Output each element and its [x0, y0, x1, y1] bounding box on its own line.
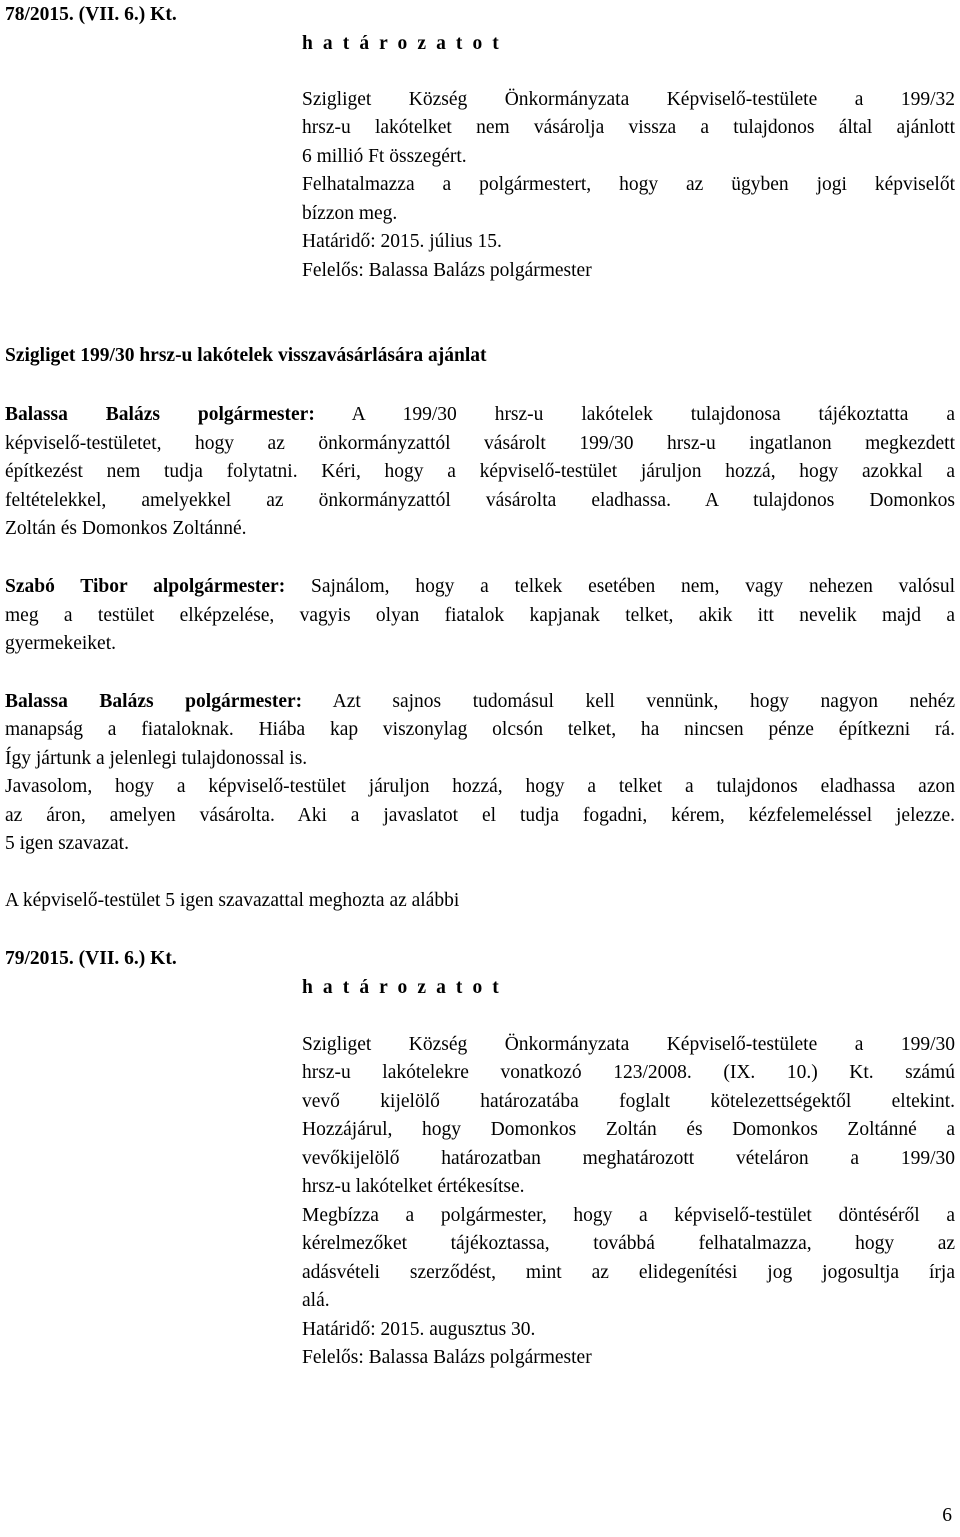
resolution-79-line: alá.: [302, 1290, 330, 1311]
vote-count: 5 igen szavazat.: [5, 833, 129, 854]
resolution-79-line: vevőkijelölő határozatban meghatározott vételáron a 199/30: [302, 1148, 955, 1169]
paragraph-line: feltételekkel, amelyekkel az önkormányzattól vásárolta eladhassa. A tulajdonos Domonkos: [5, 490, 955, 511]
resolution-78-heading: h a t á r o z a t o t: [302, 33, 502, 54]
paragraph-line: manapság a fiataloknak. Hiába kap viszonylag olcsón telket, ha nincsen pénze építkezni rá.: [5, 719, 955, 740]
resolution-78-line: 6 millió Ft összegért.: [302, 146, 467, 167]
resolution-78-deadline: Határidő: 2015. július 15.: [302, 231, 502, 252]
resolution-79-heading: h a t á r o z a t o t: [302, 977, 502, 998]
speech-text: A 199/30 hrsz-u lakótelek tulajdonosa tájékoztatta a: [314, 404, 955, 425]
resolution-79-line: hrsz-u lakótelekre vonatkozó 123/2008. (IX. 10.) Kt. számú: [302, 1062, 955, 1083]
paragraph-line: Javasolom, hogy a képviselő-testület járuljon hozzá, hogy a telket a tulajdonos eladhassa azon: [5, 776, 955, 797]
paragraph-line: [5, 690, 955, 714]
speaker-name: Balassa Balázs polgármester:: [5, 691, 303, 712]
speaker-name: Szabó Tibor alpolgármester:: [5, 576, 286, 597]
resolution-78-line: Szigliget Község Önkormányzata Képviselő-testülete a 199/32: [302, 89, 955, 110]
page-number: 6: [942, 1505, 952, 1526]
vote-statement: A képviselő-testület 5 igen szavazattal meghozta az alábbi: [5, 890, 460, 911]
paragraph-line: meg a testület elképzelése, vagyis olyan fiatalok kapjanak telket, akik itt nevelik majd a: [5, 605, 955, 626]
speech-text: Sajnálom, hogy a telkek esetében nem, vagy nehezen valósul: [285, 576, 955, 597]
paragraph-line: Zoltán és Domonkos Zoltánné.: [5, 518, 247, 539]
resolution-79-line: adásvételi szerződést, mint az elidegenítési jog jogosultja írja: [302, 1262, 955, 1283]
resolution-79-line: hrsz-u lakótelket értékesítse.: [302, 1176, 525, 1197]
resolution-78-line: hrsz-u lakótelket nem vásárolja vissza a tulajdonos által ajánlott: [302, 117, 955, 138]
resolution-79-line: kérelmezőket tájékoztassa, továbbá felhatalmazza, hogy az: [302, 1233, 955, 1254]
resolution-79-responsible: Felelős: Balassa Balázs polgármester: [302, 1347, 592, 1368]
speech-text: Azt sajnos tudomásul kell vennünk, hogy nagyon nehéz: [302, 691, 955, 712]
resolution-79-line: Szigliget Község Önkormányzata Képviselő-testülete a 199/30: [302, 1034, 955, 1055]
resolution-78-responsible: Felelős: Balassa Balázs polgármester: [302, 260, 592, 281]
paragraph-line: [5, 403, 955, 427]
paragraph-line: az áron, amelyen vásárolta. Aki a javaslatot el tudja fogadni, kérem, kézfelemeléssel jelezze.: [5, 805, 955, 826]
resolution-78-line: bízzon meg.: [302, 203, 398, 224]
paragraph-line: építkezést nem tudja folytatni. Kéri, hogy a képviselő-testület járuljon hozzá, hogy azokkal a: [5, 461, 955, 482]
resolution-78-number: 78/2015. (VII. 6.) Kt.: [5, 4, 177, 25]
agenda-topic-title: Szigliget 199/30 hrsz-u lakótelek visszavásárlására ajánlat: [5, 345, 487, 366]
paragraph-line: [5, 575, 955, 599]
resolution-79-line: Megbízza a polgármester, hogy a képviselő-testület döntéséről a: [302, 1205, 955, 1226]
resolution-79-number: 79/2015. (VII. 6.) Kt.: [5, 948, 177, 969]
speaker-name: Balassa Balázs polgármester:: [5, 404, 315, 425]
paragraph-line: gyermekeiket.: [5, 633, 116, 654]
resolution-79-deadline: Határidő: 2015. augusztus 30.: [302, 1319, 536, 1340]
resolution-79-line: vevő kijelölő határozatába foglalt kötelezettségektől eltekint.: [302, 1091, 955, 1112]
paragraph-line: képviselő-testületet, hogy az önkormányzattól vásárolt 199/30 hrsz-u ingatlanon megkezdett: [5, 433, 955, 454]
paragraph-line: Így jártunk a jelenlegi tulajdonossal is.: [5, 748, 308, 769]
resolution-78-line: Felhatalmazza a polgármestert, hogy az ügyben jogi képviselőt: [302, 174, 955, 195]
resolution-79-line: Hozzájárul, hogy Domonkos Zoltán és Domonkos Zoltánné a: [302, 1119, 955, 1140]
